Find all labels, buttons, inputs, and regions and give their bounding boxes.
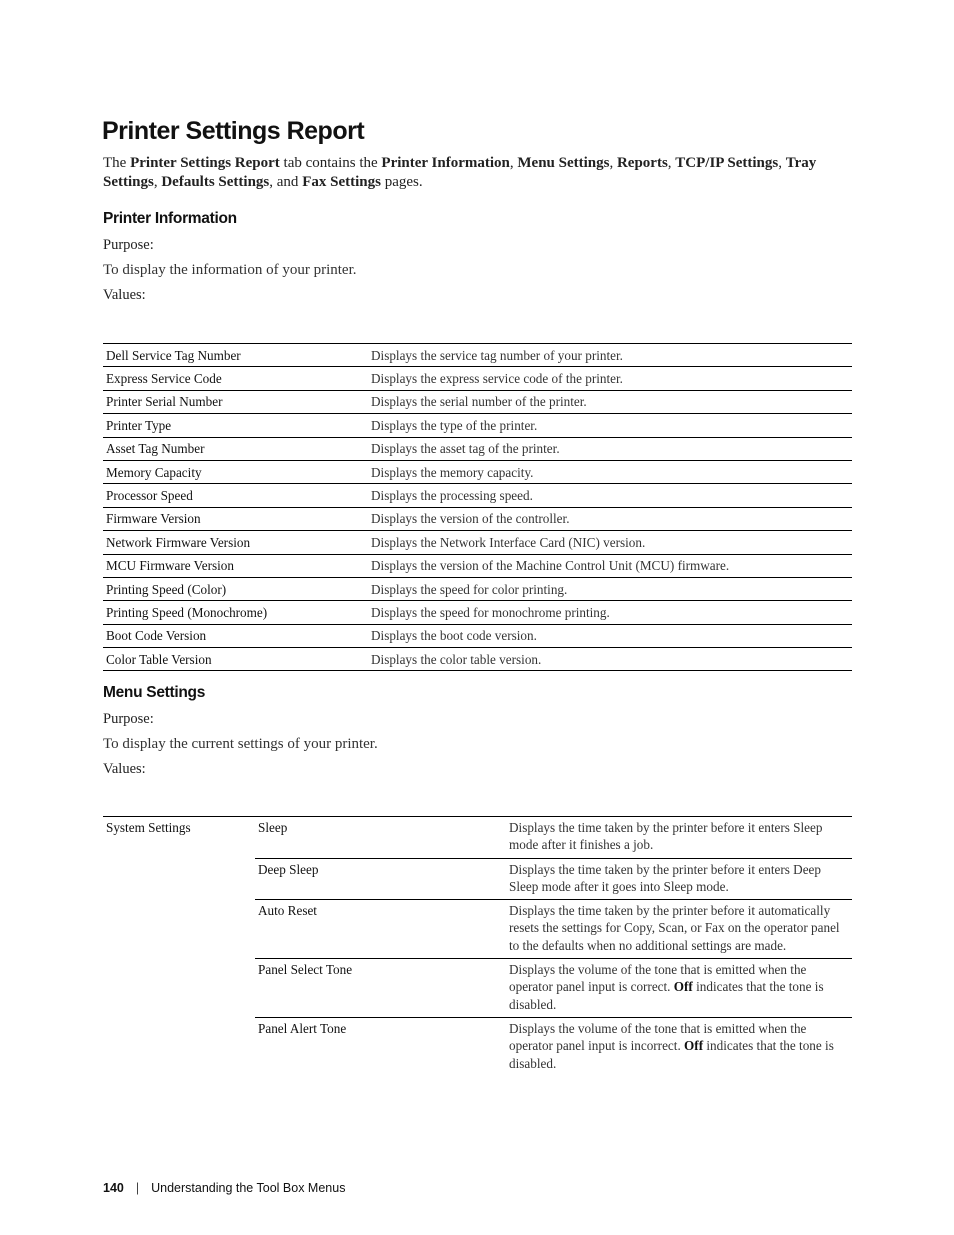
setting-description xyxy=(506,959,852,1018)
table-row xyxy=(103,817,852,859)
intro-paragraph xyxy=(103,154,853,192)
setting-name: Sleep xyxy=(255,817,506,859)
setting-name: MCU Firmware Version xyxy=(103,554,368,577)
footer-separator: | xyxy=(135,1181,140,1195)
intro-text: The xyxy=(103,155,131,171)
values-label: Values: xyxy=(103,761,146,777)
setting-description: Displays the time taken by the printer before it enters Sleep mode after it finishes a job. xyxy=(506,817,852,859)
purpose-text: To display the current settings of your printer. xyxy=(103,736,378,752)
table-row xyxy=(103,414,852,437)
printer-information-heading: Printer Information xyxy=(103,210,237,227)
description-keyword: Off xyxy=(673,979,693,995)
setting-description: Displays the service tag number of your printer. xyxy=(368,344,852,367)
intro-text: , and xyxy=(269,174,303,190)
setting-name: Firmware Version xyxy=(103,507,368,530)
intro-term: Tray Settings xyxy=(103,155,817,190)
values-label: Values: xyxy=(103,287,146,303)
setting-name: Memory Capacity xyxy=(103,460,368,483)
table-row xyxy=(103,437,852,460)
intro-text: , xyxy=(509,155,518,171)
table-row xyxy=(103,531,852,554)
table-row xyxy=(103,601,852,624)
setting-name: Auto Reset xyxy=(255,900,506,959)
table-row xyxy=(103,624,852,647)
table-row xyxy=(103,344,852,367)
menu-settings-heading: Menu Settings xyxy=(103,684,206,701)
setting-description: Displays the express service code of the printer. xyxy=(368,367,852,390)
table-row xyxy=(103,460,852,483)
description-text: indicates that the tone is disabled. xyxy=(509,1038,834,1071)
footer-section-title: Understanding the Tool Box Menus xyxy=(151,1181,346,1195)
setting-description: Displays the processing speed. xyxy=(368,484,852,507)
intro-text: , xyxy=(153,174,162,190)
setting-description: Displays the version of the controller. xyxy=(368,507,852,530)
intro-text: pages. xyxy=(380,174,423,190)
description-text: indicates that the tone is disabled. xyxy=(509,979,824,1012)
page-number: 140 xyxy=(103,1181,124,1195)
setting-name: Dell Service Tag Number xyxy=(103,344,368,367)
settings-group-label: System Settings xyxy=(103,817,255,1076)
setting-description: Displays the speed for monochrome printing. xyxy=(368,601,852,624)
setting-name: Printing Speed (Monochrome) xyxy=(103,601,368,624)
table-row xyxy=(103,484,852,507)
table-row xyxy=(103,577,852,600)
setting-description: Displays the type of the printer. xyxy=(368,414,852,437)
table-row xyxy=(103,554,852,577)
intro-text: tab contains the xyxy=(279,155,382,171)
setting-name: Printing Speed (Color) xyxy=(103,577,368,600)
table-row xyxy=(103,507,852,530)
page-footer xyxy=(103,1181,345,1195)
purpose-label: Purpose: xyxy=(103,711,154,727)
setting-description xyxy=(506,1017,852,1075)
setting-description: Displays the version of the Machine Control Unit (MCU) firmware. xyxy=(368,554,852,577)
table-row xyxy=(103,390,852,413)
intro-term: Reports xyxy=(616,155,668,171)
intro-term: Menu Settings xyxy=(517,155,610,171)
intro-term: Printer Settings Report xyxy=(130,155,280,171)
intro-term: Printer Information xyxy=(381,155,510,171)
table-row xyxy=(103,367,852,390)
page-title: Printer Settings Report xyxy=(102,117,365,145)
description-keyword: Off xyxy=(684,1038,704,1054)
setting-description: Displays the serial number of the printer. xyxy=(368,390,852,413)
intro-text: , xyxy=(667,155,676,171)
purpose-label: Purpose: xyxy=(103,237,154,253)
setting-description: Displays the boot code version. xyxy=(368,624,852,647)
setting-description: Displays the color table version. xyxy=(368,648,852,671)
description-text: Displays the volume of the tone that is emitted when the operator panel input is incorrect. xyxy=(509,1020,807,1054)
setting-description: Displays the Network Interface Card (NIC) version. xyxy=(368,531,852,554)
setting-description: Displays the time taken by the printer before it enters Deep Sleep mode after it goes into Sleep mode. xyxy=(506,858,852,900)
setting-name: Color Table Version xyxy=(103,648,368,671)
printer-information-table xyxy=(103,343,852,671)
setting-name: Panel Alert Tone xyxy=(255,1017,506,1075)
setting-description: Displays the time taken by the printer before it automatically resets the settings for Copy, Scan, or Fax on the operator panel to the defaults when no additional settings are made. xyxy=(506,900,852,959)
setting-name: Printer Serial Number xyxy=(103,390,368,413)
purpose-text: To display the information of your printer. xyxy=(103,262,357,278)
intro-term: Fax Settings xyxy=(302,174,381,190)
setting-name: Panel Select Tone xyxy=(255,959,506,1018)
description-text: Displays the volume of the tone that is emitted when the operator panel input is correct. xyxy=(509,962,807,995)
setting-name: Printer Type xyxy=(103,414,368,437)
table-row xyxy=(103,648,852,671)
intro-text: , xyxy=(609,155,617,171)
menu-settings-table xyxy=(103,816,852,1076)
setting-name: Processor Speed xyxy=(103,484,368,507)
intro-term: TCP/IP Settings xyxy=(675,155,779,171)
setting-name: Asset Tag Number xyxy=(103,437,368,460)
setting-name: Express Service Code xyxy=(103,367,368,390)
intro-term: Defaults Settings xyxy=(161,174,270,190)
setting-name: Deep Sleep xyxy=(255,858,506,900)
setting-name: Boot Code Version xyxy=(103,624,368,647)
setting-description: Displays the asset tag of the printer. xyxy=(368,437,852,460)
setting-description: Displays the memory capacity. xyxy=(368,460,852,483)
setting-name: Network Firmware Version xyxy=(103,531,368,554)
intro-text: , xyxy=(778,155,786,171)
setting-description: Displays the speed for color printing. xyxy=(368,577,852,600)
